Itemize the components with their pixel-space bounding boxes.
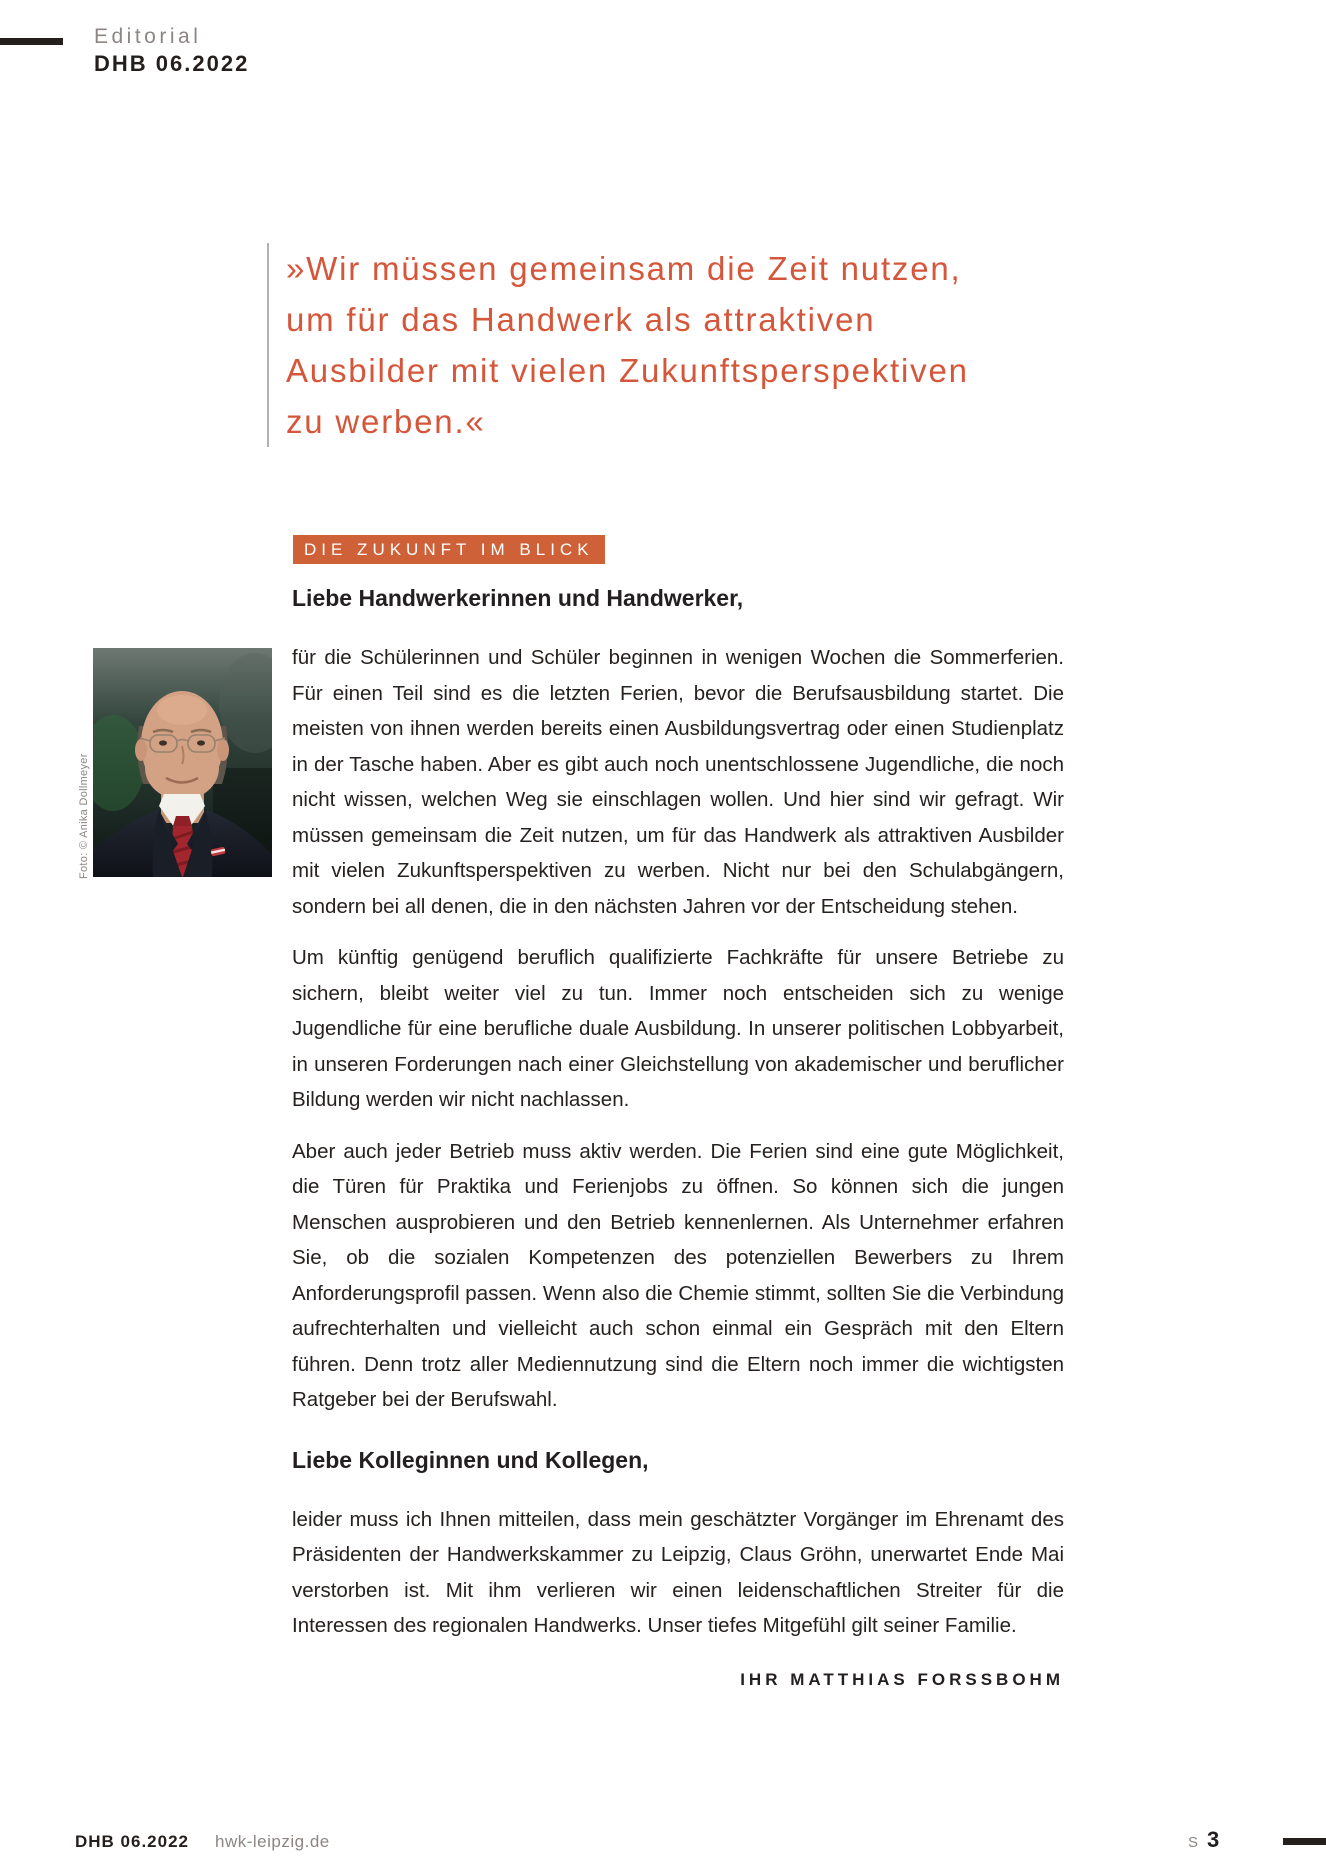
- pull-quote-line: um für das Handwerk als attraktiven: [286, 301, 876, 338]
- article-paragraph: Um künftig genügend beruflich qualifizierte Fachkräfte für unsere Betriebe zu sichern, bleibt weiter viel zu tun. Immer noch entscheiden sich zu wenige Jugendliche für eine berufliche duale Ausbildung. In unserer politischen Lobbyarbeit, in unseren Forderungen nach einer Gleichstellung von akademischer und beruflicher Bildung werden wir nicht nachlassen.: [292, 946, 1064, 1111]
- issue-label: DHB 06.2022: [94, 51, 250, 76]
- portrait-illustration: [93, 648, 272, 877]
- pull-quote: [267, 243, 1116, 447]
- article-paragraph: leider muss ich Ihnen mitteilen, dass mein geschätzter Vorgänger im Ehrenamt des Präsidenten der Handwerkskammer zu Leipzig, Claus Gröhn, unerwartet Ende Mai verstorben ist. Mit ihm verlieren wir einen leidenschaftlichen Streiter für die Interessen des regionalen Handwerks. Unser tiefes Mitgefühl gilt seiner Familie.: [292, 1507, 1064, 1637]
- footer-left: [75, 1832, 330, 1852]
- footer-rule: [1283, 1838, 1326, 1845]
- greeting-kollegen: Liebe Kolleginnen und Kollegen,: [292, 1446, 649, 1473]
- pull-quote-line: »Wir müssen gemeinsam die Zeit nutzen,: [286, 250, 962, 287]
- pull-quote-line: zu werben.«: [286, 403, 486, 440]
- topic-badge: DIE ZUKUNFT IM BLICK: [293, 535, 605, 564]
- photo-credit: Foto: © Anika Dollmeyer: [78, 753, 90, 879]
- article-paragraph: für die Schülerinnen und Schüler beginnen in wenigen Wochen die Sommerferien. Für einen Teil sind es die letzten Ferien, bevor die Berufsausbildung startet. Die meisten von ihnen werden bereits einen Ausbildungsvertrag oder einen Studienplatz in der Tasche haben. Aber es gibt auch noch unentschlossene Jugendliche, die noch nicht wissen, welchen Weg sie einschlagen wollen. Und hier sind wir gefragt. Wir müssen gemeinsam die Zeit nutzen, um für das Handwerk als attraktiven Ausbilder mit vielen Zukunftsperspektiven zu werben. Nicht nur bei den Schulabgängern, sondern bei all denen, die in den nächsten Jahren vor der Entscheidung stehen.: [292, 646, 1064, 918]
- footer-website-link[interactable]: hwk-leipzig.de: [215, 1832, 330, 1851]
- header-rule: [0, 38, 63, 45]
- section-kicker: Editorial: [94, 25, 202, 48]
- greeting-handwerker: Liebe Handwerkerinnen und Handwerker,: [292, 585, 744, 611]
- page-letter: S: [1188, 1834, 1199, 1851]
- page-number-group: [1188, 1827, 1219, 1853]
- article-column: [292, 584, 1064, 1690]
- pull-quote-line: Ausbilder mit vielen Zukunftsperspektiven: [286, 352, 969, 389]
- footer-issue-label: DHB 06.2022: [75, 1832, 190, 1851]
- author-signature: IHR MATTHIAS FORSSBOHM: [740, 1669, 1064, 1689]
- article-paragraph: Aber auch jeder Betrieb muss aktiv werden. Die Ferien sind eine gute Möglichkeit, die Türen für Praktika und Ferienjobs zu öffnen. So können sich die jungen Menschen ausprobieren und den Betrieb kennenlernen. Als Unternehmer erfahren Sie, ob die sozialen Kompetenzen des potenziellen Bewerbers zu Ihrem Anforderungsprofil passen. Wenn also die Chemie stimmt, sollten Sie die Verbindung aufrechterhalten und vielleicht auch schon einmal ein Gespräch mit den Eltern führen. Denn trotz aller Mediennutzung sind die Eltern noch immer die wichtigsten Ratgeber bei der Berufswahl.: [292, 1139, 1064, 1411]
- portrait-photo: [93, 648, 272, 877]
- page-number: 3: [1207, 1827, 1220, 1852]
